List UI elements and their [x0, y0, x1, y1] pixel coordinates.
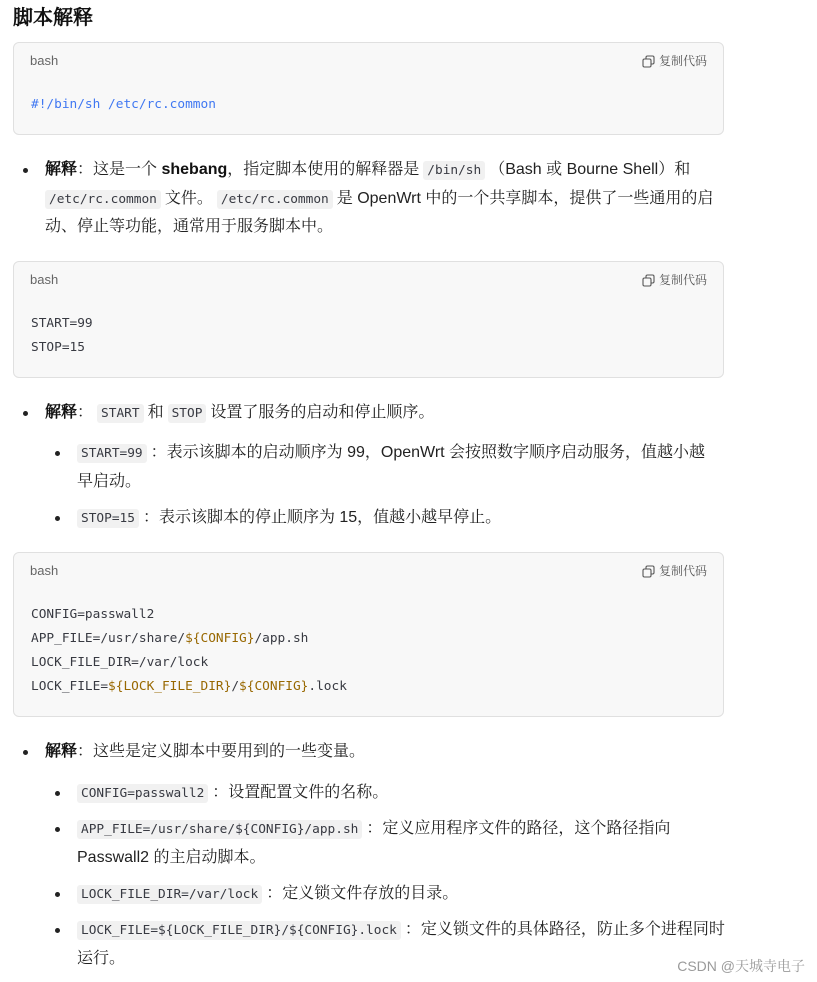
text-line: [45, 156, 713, 185]
code-line: [31, 336, 707, 360]
bold-term: shebang: [161, 161, 228, 178]
text-run: ：表示该脚本的停止顺序为 15，值越小越早停止。: [142, 509, 502, 526]
text-line: [45, 738, 365, 767]
text-line: [45, 213, 713, 242]
text-run: 和: [147, 404, 164, 421]
code-variable: ${LOCK_FILE_DIR}: [108, 679, 232, 694]
code-text: START=99: [31, 316, 93, 331]
text-run: 运行。: [77, 949, 126, 967]
code-text: #!/bin/sh /etc/rc.common: [31, 97, 216, 112]
bullet-marker: [23, 168, 28, 173]
copy-icon: [642, 565, 655, 578]
code-text: LOCK_FILE=: [31, 679, 109, 694]
explanation-label: 解释: [45, 743, 78, 760]
copy-code-button[interactable]: [642, 52, 707, 70]
inline-code: CONFIG=passwall2: [77, 784, 208, 803]
bullet-marker: [55, 791, 60, 796]
bullet-marker: [23, 411, 28, 416]
text-run: ：定义应用程序文件的路径，这个路径指向: [366, 820, 671, 837]
inline-code: STOP=15: [77, 509, 139, 528]
inline-code: /etc/rc.common: [45, 190, 161, 209]
code-text: /: [231, 679, 240, 694]
code-content: [14, 80, 723, 134]
bullet-marker: [55, 451, 60, 456]
inline-code: LOCK_FILE_DIR=/var/lock: [77, 885, 262, 904]
inline-code: APP_FILE=/usr/share/${CONFIG}/app.sh: [77, 820, 362, 839]
text-line: [45, 185, 713, 214]
code-block-header: [14, 262, 723, 299]
code-block: [13, 261, 724, 378]
code-text: .lock: [308, 679, 347, 694]
code-line: [31, 603, 707, 627]
text-line: [45, 399, 434, 428]
text-run: ：: [77, 404, 94, 421]
code-block: [13, 42, 724, 135]
bullet-marker: [23, 750, 28, 755]
text-run: （Bash 或 Bourne Shell）和: [489, 161, 691, 178]
text-run: ：定义锁文件的具体路径，防止多个进程同时: [404, 921, 725, 938]
code-block-header: [14, 553, 723, 590]
copy-code-label: 复制代码: [658, 564, 707, 578]
sub-explanation-item: [77, 916, 725, 973]
bullet-marker: [55, 516, 60, 521]
inline-code: STOP: [168, 404, 207, 423]
sub-explanation-item: [77, 880, 458, 909]
code-block-header: [14, 43, 723, 80]
inline-code: START=99: [77, 444, 147, 463]
text-run: 动、停止等功能，通常用于服务脚本中。: [45, 218, 334, 235]
code-language-label: bash: [30, 272, 59, 287]
page-title: 脚本解释: [13, 7, 93, 29]
code-text: APP_FILE=/usr/share/: [31, 631, 186, 646]
code-content: [14, 299, 723, 377]
copy-code-button[interactable]: [642, 271, 707, 289]
text-run: ：设置配置文件的名称。: [212, 784, 389, 801]
sub-explanation-item: [77, 779, 388, 808]
code-variable: ${CONFIG}: [185, 631, 255, 646]
text-run: 设置了服务的启动和停止顺序。: [210, 404, 435, 421]
code-language-label: bash: [30, 53, 59, 68]
explanation-label: 解释: [45, 161, 78, 178]
bullet-marker: [55, 892, 60, 897]
code-line: [31, 651, 707, 675]
text-line: [77, 779, 388, 808]
copy-code-button[interactable]: [642, 562, 707, 580]
text-line: [77, 916, 725, 945]
code-content: [14, 590, 723, 716]
copy-code-label: 复制代码: [658, 273, 707, 287]
text-run: 是 OpenWrt 中的一个共享脚本，提供了一些通用的启: [336, 189, 714, 207]
sub-explanation-item: [77, 439, 705, 496]
explanation-item: [45, 399, 434, 428]
text-run: ：定义锁文件存放的目录。: [266, 885, 459, 902]
copy-code-label: 复制代码: [658, 54, 707, 68]
code-text: CONFIG=passwall2: [31, 607, 155, 622]
inline-code: /bin/sh: [423, 161, 485, 180]
bullet-marker: [55, 827, 60, 832]
text-line: [77, 815, 670, 844]
code-text: STOP=15: [31, 340, 85, 355]
text-run: ：这些是定义脚本中要用到的一些变量。: [77, 743, 366, 760]
text-run: 文件。: [164, 189, 213, 207]
watermark: CSDN @天城寺电子: [677, 958, 805, 974]
inline-code: /etc/rc.common: [217, 190, 333, 209]
sub-explanation-item: [77, 815, 670, 872]
code-variable: ${CONFIG}: [239, 679, 309, 694]
code-line: [31, 312, 707, 336]
code-line: [31, 93, 707, 117]
text-run: Passwall2 的主启动脚本。: [77, 848, 266, 866]
inline-code: LOCK_FILE=${LOCK_FILE_DIR}/${CONFIG}.lock: [77, 921, 401, 940]
code-line: [31, 627, 707, 651]
code-text: /app.sh: [254, 631, 309, 646]
code-text: LOCK_FILE_DIR=/var/lock: [31, 655, 209, 670]
copy-icon: [642, 274, 655, 287]
text-line: [77, 504, 501, 533]
code-line: [31, 675, 707, 699]
explanation-label: 解释: [45, 404, 78, 421]
explanation-item: [45, 738, 365, 767]
copy-icon: [642, 55, 655, 68]
text-line: [77, 439, 705, 468]
sub-explanation-item: [77, 504, 501, 533]
text-line: [77, 844, 670, 873]
text-run: 早启动。: [77, 472, 142, 490]
text-run: ，指定脚本使用的解释器是: [227, 161, 420, 178]
text-line: [77, 945, 725, 974]
text-run: ：这是一个: [77, 161, 162, 178]
code-block: [13, 552, 724, 717]
inline-code: START: [97, 404, 144, 423]
explanation-item: [45, 156, 713, 242]
text-line: [77, 468, 705, 497]
bullet-marker: [55, 928, 60, 933]
text-line: [77, 880, 458, 909]
code-language-label: bash: [30, 563, 59, 578]
text-run: ：表示该脚本的启动顺序为 99，OpenWrt 会按照数字顺序启动服务，值越小越: [150, 444, 706, 461]
